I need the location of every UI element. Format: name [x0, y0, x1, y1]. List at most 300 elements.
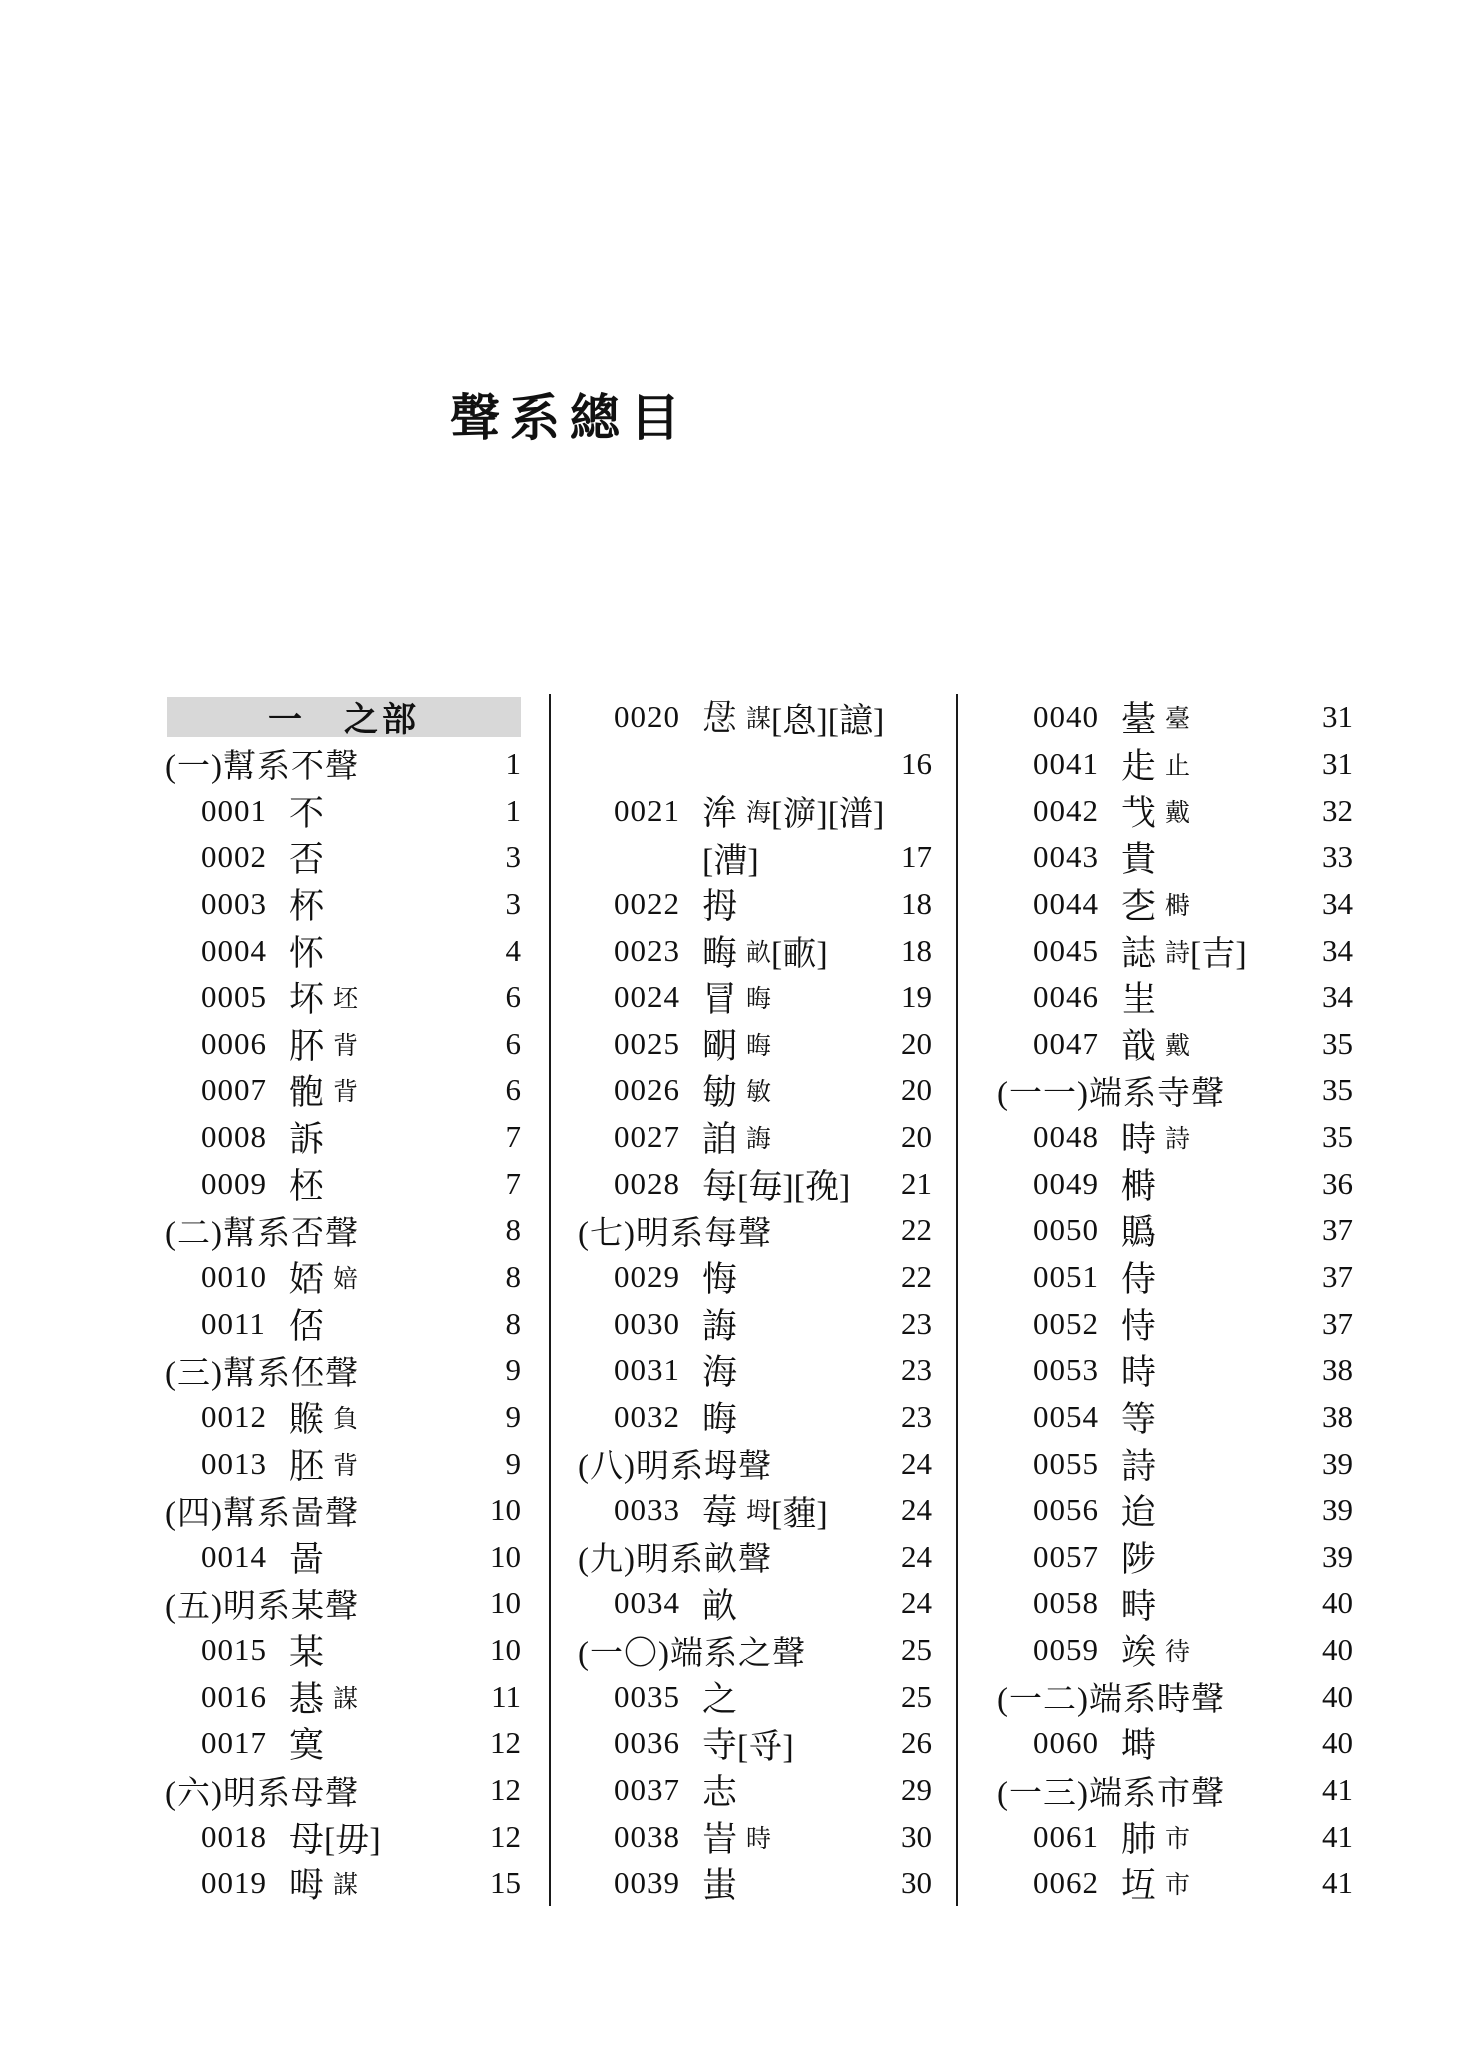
entry-line: [165, 1207, 527, 1254]
section-title: (四)幫系啚聲: [165, 1495, 359, 1532]
page-number: 10: [490, 1538, 521, 1574]
entry-line: [165, 1300, 527, 1347]
page-number: 6: [505, 1025, 521, 1061]
entry-head-char: 勄: [702, 1073, 738, 1113]
entry-head-char: 胚: [289, 1446, 325, 1486]
toc-entry-row: [997, 1627, 1359, 1674]
toc-entry-row: [997, 787, 1359, 834]
entry-gloss-char: 背: [333, 1032, 359, 1060]
entry-head-char: 䑓: [1121, 700, 1157, 740]
toc-column-3: [997, 694, 1359, 1907]
entry-line: [578, 694, 938, 741]
entry-gloss-char: 晦: [746, 1032, 772, 1060]
entry-head-char: 等: [1121, 1399, 1157, 1439]
part-header-row: [165, 694, 527, 741]
entry-number: 0031: [614, 1352, 680, 1388]
entry-number: 0033: [614, 1492, 680, 1528]
page-number: 24: [901, 1492, 932, 1528]
entry-head-char: 侍: [1121, 1260, 1157, 1300]
toc-entry-row: [997, 1860, 1359, 1907]
toc-entry-row: [165, 1254, 527, 1301]
entry-line: [578, 1067, 938, 1114]
entry-number: 0046: [1033, 979, 1099, 1015]
toc-entry-row: [578, 1254, 938, 1301]
section-title: (五)明系某聲: [165, 1589, 359, 1625]
entry-number: 0036: [614, 1725, 680, 1761]
toc-entry-row: [578, 1813, 938, 1860]
toc-entry-row: [165, 1720, 527, 1767]
page-number: 17: [901, 839, 932, 875]
toc-entry-row: [578, 1067, 938, 1114]
toc-entry-row: [578, 881, 938, 928]
entry-gloss-char: 負: [333, 1405, 359, 1433]
entry-line: [578, 1720, 938, 1767]
entry-number: 0018: [201, 1818, 267, 1854]
toc-entry-row: [997, 1813, 1359, 1860]
toc-section-row: [165, 741, 527, 788]
page-number: 11: [491, 1678, 521, 1714]
entry-line: [578, 741, 938, 788]
page-number: 36: [1322, 1165, 1353, 1201]
section-title: (二)幫系否聲: [165, 1215, 359, 1252]
entry-variant-char: [薶]: [771, 1495, 828, 1533]
toc-section-row: [165, 1487, 527, 1534]
entry-head-char: 詩: [1121, 1446, 1157, 1486]
entry-line: [578, 1813, 938, 1860]
toc-entry-row: [578, 694, 938, 741]
entry-head-char: 洠: [702, 793, 738, 833]
page-number: 16: [901, 745, 932, 781]
entry-line: [997, 974, 1359, 1021]
page-number: 38: [1322, 1398, 1353, 1434]
section-title: (九)明系畝聲: [578, 1542, 772, 1579]
entry-gloss-char: 畝: [746, 939, 772, 967]
page-number: 30: [901, 1865, 932, 1901]
entry-line: [165, 1440, 527, 1487]
toc-column-1: [165, 694, 527, 1907]
entry-number: 0052: [1033, 1305, 1099, 1341]
entry-number: 0028: [614, 1165, 680, 1201]
entry-line: [165, 1580, 527, 1627]
entry-number: 0056: [1033, 1492, 1099, 1528]
page-number: 19: [901, 979, 932, 1015]
entry-line: [165, 1114, 527, 1161]
entry-line: [578, 1394, 938, 1441]
entry-line: [165, 1720, 527, 1767]
toc-section-row: [165, 1580, 527, 1627]
entry-head-char: 寺: [702, 1726, 738, 1766]
toc-section-row: [578, 1207, 938, 1254]
toc-entry-row: [578, 1160, 938, 1207]
entry-head-char: 畮: [702, 933, 738, 973]
page-number: 12: [490, 1772, 521, 1808]
page-number: 34: [1322, 979, 1353, 1015]
entry-head-char: 誌: [1121, 933, 1157, 973]
page-number: 24: [901, 1445, 932, 1481]
entry-variant-char: [㴑]: [771, 796, 828, 834]
page-number: 39: [1322, 1538, 1353, 1574]
toc-entry-row: [165, 1160, 527, 1207]
page-number: 23: [901, 1352, 932, 1388]
toc-entry-row: [165, 1114, 527, 1161]
entry-head-char: 寞: [289, 1726, 325, 1766]
entry-head-char: 朰: [1121, 886, 1157, 926]
entry-line: [997, 1487, 1359, 1534]
entry-head-char: 俖: [289, 1306, 325, 1346]
entry-line: [165, 787, 527, 834]
entry-line: [165, 1487, 527, 1534]
entry-gloss-char: 謀: [746, 706, 772, 734]
entry-line: [165, 1347, 527, 1394]
page-number: 1: [505, 745, 521, 781]
toc-entry-row: [997, 741, 1359, 788]
entry-head-char: 坘: [1121, 1866, 1157, 1906]
entry-head-char: 榯: [1121, 1166, 1157, 1206]
entry-number: 0041: [1033, 745, 1099, 781]
entry-head-char: 母: [289, 1819, 325, 1859]
page-number: 35: [1322, 1119, 1353, 1155]
toc-entry-row: [165, 1673, 527, 1720]
entry-head-char: 悔: [702, 1260, 738, 1300]
page-number: 12: [490, 1818, 521, 1854]
page-number: 35: [1322, 1025, 1353, 1061]
entry-head-char: 海: [702, 1353, 738, 1393]
entry-line: [997, 1300, 1359, 1347]
entry-number: 0058: [1033, 1585, 1099, 1621]
page-number: 10: [490, 1585, 521, 1621]
entry-line: [997, 1860, 1359, 1907]
section-title: (一一)端系寺聲: [997, 1075, 1225, 1112]
entry-head-char: 時: [1121, 1353, 1157, 1393]
toc-entry-row: [997, 1720, 1359, 1767]
entry-head-char: 之: [702, 1679, 738, 1719]
entry-number: 0055: [1033, 1445, 1099, 1481]
toc-section-row: [165, 1207, 527, 1254]
entry-gloss-char: 坶: [746, 1499, 772, 1527]
entry-number: 0039: [614, 1865, 680, 1901]
entry-number: 0002: [201, 839, 267, 875]
entry-gloss-char: 戴: [1165, 799, 1191, 827]
entry-line: [578, 1347, 938, 1394]
entry-head-char: 呣: [289, 1866, 325, 1906]
toc-entry-row: [997, 1160, 1359, 1207]
entry-line: [997, 1627, 1359, 1674]
entry-head-char: 每: [702, 1166, 738, 1206]
entry-head-char: 恃: [1121, 1306, 1157, 1346]
toc-entry-row: [997, 881, 1359, 928]
entry-number: 0006: [201, 1025, 267, 1061]
entry-number: 0024: [614, 979, 680, 1015]
page-title: 聲系總目: [450, 390, 690, 446]
entry-number: 0049: [1033, 1165, 1099, 1201]
entry-line: [997, 1673, 1359, 1720]
entry-variant-char: [㝃]: [793, 1169, 851, 1207]
page-number: 31: [1322, 745, 1353, 781]
entry-number: 0032: [614, 1398, 680, 1434]
page-number: 24: [901, 1585, 932, 1621]
entry-head-char: 𢘓: [702, 698, 738, 738]
page-number: 21: [901, 1165, 932, 1201]
entry-number: 0011: [201, 1305, 266, 1341]
toc-entry-row: [997, 1207, 1359, 1254]
toc-entry-row: [165, 1394, 527, 1441]
entry-head-char: 晦: [702, 1399, 738, 1439]
entry-line: [165, 741, 527, 788]
page-number: 38: [1322, 1352, 1353, 1388]
entry-line: [578, 1860, 938, 1907]
entry-number: 0005: [201, 979, 267, 1015]
entry-head-char: 拇: [702, 886, 738, 926]
page-number: 6: [505, 1072, 521, 1108]
entry-line: [165, 1627, 527, 1674]
entry-line: [165, 974, 527, 1021]
entry-number: 0003: [201, 885, 267, 921]
toc-entry-row: [165, 1067, 527, 1114]
entry-number: 0053: [1033, 1352, 1099, 1388]
entry-number: 0040: [1033, 699, 1099, 735]
toc-entry-row: [997, 1347, 1359, 1394]
entry-line: [997, 1534, 1359, 1581]
entry-gloss-char: 戴: [1165, 1032, 1191, 1060]
page-number: 15: [490, 1865, 521, 1901]
entry-line: [165, 1860, 527, 1907]
entry-line: [578, 787, 938, 834]
entry-number: 0026: [614, 1072, 680, 1108]
entry-gloss-char: 時: [746, 1825, 772, 1853]
toc-section-row: [165, 1767, 527, 1814]
entry-line: [165, 834, 527, 881]
page-number: 41: [1322, 1818, 1353, 1854]
entry-line: [578, 1673, 938, 1720]
page-number: 40: [1322, 1585, 1353, 1621]
entry-line: [578, 1580, 938, 1627]
entry-number: 0038: [614, 1818, 680, 1854]
entry-number: 0042: [1033, 792, 1099, 828]
entry-line: [997, 1580, 1359, 1627]
page-number: 20: [901, 1119, 932, 1155]
page-number: 4: [505, 932, 521, 968]
entry-line: [997, 1394, 1359, 1441]
entry-head-char: 肧: [289, 1026, 325, 1066]
page-number: 3: [505, 885, 521, 921]
toc-entry-row: [578, 1860, 938, 1907]
entry-head-char: 時: [1121, 1120, 1157, 1160]
page-number: 8: [505, 1305, 521, 1341]
page-number: 20: [901, 1025, 932, 1061]
entry-variant-char: [潽]: [827, 796, 885, 834]
entry-head-char: 蚩: [702, 1866, 738, 1906]
entry-line: [997, 1114, 1359, 1161]
page-number: 41: [1322, 1772, 1353, 1808]
toc-entry-row: [165, 787, 527, 834]
entry-head-char: 否: [289, 840, 325, 880]
entry-line: [578, 1300, 938, 1347]
entry-number: 0047: [1033, 1025, 1099, 1061]
page-number: 40: [1322, 1725, 1353, 1761]
entry-line: [165, 1767, 527, 1814]
section-title: (一三)端系市聲: [997, 1775, 1225, 1812]
entry-number: 0043: [1033, 839, 1099, 875]
entry-line: [165, 1673, 527, 1720]
toc-section-row: [997, 1067, 1359, 1114]
entry-gloss-char: 詩: [1165, 939, 1191, 967]
toc-entry-row: [578, 1394, 938, 1441]
entry-line: [165, 1160, 527, 1207]
entry-head-char: 誨: [702, 1306, 738, 1346]
entry-head-char: 不: [289, 793, 325, 833]
entry-number: 0029: [614, 1259, 680, 1294]
page-number: 10: [490, 1492, 521, 1528]
entry-number: 0030: [614, 1305, 680, 1341]
entry-line: [997, 1767, 1359, 1814]
page-number: 26: [901, 1725, 932, 1761]
entry-number: 0051: [1033, 1259, 1099, 1294]
entry-head-char: 戠: [1121, 1026, 1157, 1066]
entry-number: 0037: [614, 1772, 680, 1808]
entry-line: [997, 1160, 1359, 1207]
entry-number: 0008: [201, 1119, 267, 1155]
entry-number: 0054: [1033, 1398, 1099, 1434]
entry-number: 0022: [614, 885, 680, 921]
entry-line: [578, 1534, 938, 1581]
entry-line: [578, 1254, 938, 1301]
entry-number: 0019: [201, 1865, 267, 1901]
toc-entry-row: [165, 1627, 527, 1674]
entry-head-char: 柸: [289, 1166, 325, 1206]
toc-section-row: [578, 1627, 938, 1674]
entry-variant-char: [恖]: [771, 702, 828, 740]
entry-gloss-char: 海: [746, 799, 772, 827]
toc-entry-row: [578, 741, 938, 788]
entry-variant-char: [毎]: [737, 1169, 794, 1207]
entry-line: [578, 974, 938, 1021]
toc-section-row: [997, 1767, 1359, 1814]
page-number: 3: [505, 839, 521, 875]
page-number: 25: [901, 1678, 932, 1714]
entry-head-char: 啚: [289, 1539, 325, 1579]
entry-line: [997, 1020, 1359, 1067]
section-title: (三)幫系伾聲: [165, 1355, 359, 1392]
toc-entry-row: [578, 927, 938, 974]
page-number: 40: [1322, 1678, 1353, 1714]
entry-number: 0025: [614, 1025, 680, 1061]
toc-section-row: [997, 1673, 1359, 1720]
toc-entry-row: [578, 974, 938, 1021]
page-number: 10: [490, 1632, 521, 1668]
page-number: 8: [505, 1212, 521, 1248]
page-number: 37: [1322, 1259, 1353, 1294]
entry-variant-char: [畞]: [771, 936, 828, 974]
toc-entry-row: [997, 694, 1359, 741]
entry-head-char: 坏: [289, 980, 325, 1020]
entry-variant-char: [寽]: [737, 1728, 794, 1766]
entry-gloss-char: 市: [1165, 1872, 1191, 1900]
section-title: (六)明系母聲: [165, 1775, 359, 1812]
entry-line: [165, 1813, 527, 1860]
page-number: 39: [1322, 1492, 1353, 1528]
section-title: (七)明系每聲: [578, 1215, 772, 1252]
entry-number: 0062: [1033, 1865, 1099, 1901]
entry-gloss-char: 詩: [1165, 1126, 1191, 1154]
entry-head-char: 肺: [1121, 1819, 1157, 1859]
entry-head-char: 怀: [289, 933, 325, 973]
page-number: 25: [901, 1632, 932, 1668]
page-number: 34: [1322, 932, 1353, 968]
entry-head-char: 朙: [702, 1026, 738, 1066]
page-number: 23: [901, 1398, 932, 1434]
entry-number: 0035: [614, 1678, 680, 1714]
page-number: 32: [1322, 792, 1353, 828]
entry-line: [997, 1813, 1359, 1860]
entry-line: [997, 1440, 1359, 1487]
section-title: (八)明系坶聲: [578, 1449, 772, 1486]
toc-entry-row: [997, 1394, 1359, 1441]
entry-number: 0045: [1033, 932, 1099, 968]
toc-entry-row: [997, 1254, 1359, 1301]
toc-entry-row: [165, 834, 527, 881]
page-number: 22: [901, 1212, 932, 1248]
entry-line: [165, 927, 527, 974]
toc-entry-row: [997, 834, 1359, 881]
entry-line: [578, 927, 938, 974]
entry-number: 0021: [614, 792, 680, 828]
entry-number: 0012: [201, 1398, 267, 1434]
column-divider: [549, 694, 551, 1906]
entry-number: 0060: [1033, 1725, 1099, 1761]
toc-entry-row: [997, 1534, 1359, 1581]
section-title: (一〇)端系之聲: [578, 1635, 806, 1672]
section-title: (一)幫系不聲: [165, 749, 359, 786]
toc-entry-row: [997, 1020, 1359, 1067]
column-divider: [956, 694, 958, 1906]
entry-gloss-char: 市: [1165, 1825, 1191, 1853]
entry-line: [578, 1207, 938, 1254]
entry-number: 0009: [201, 1165, 267, 1201]
entry-number: 0023: [614, 932, 680, 968]
entry-line: [578, 1627, 938, 1674]
entry-head-char: 娝: [289, 1260, 325, 1300]
entry-number: 0004: [201, 932, 267, 968]
page-number: 34: [1322, 885, 1353, 921]
page-number: 1: [505, 792, 521, 828]
entry-gloss-char: 謀: [333, 1685, 359, 1713]
page-number: 9: [505, 1352, 521, 1388]
entry-gloss-char: 婄: [333, 1266, 359, 1293]
entry-number: 0013: [201, 1445, 267, 1481]
entry-head-char: 歨: [1121, 746, 1157, 786]
toc-column-2: [578, 694, 938, 1907]
toc-entry-row: [165, 881, 527, 928]
toc-entry-row: [997, 927, 1359, 974]
entry-variant-char: [譩]: [827, 702, 885, 740]
entry-variant-char: [漕]: [702, 842, 759, 880]
toc-entry-row: [578, 1767, 938, 1814]
entry-head-char: 冒: [702, 980, 738, 1020]
entry-line: [578, 1160, 938, 1207]
entry-number: 0059: [1033, 1632, 1099, 1668]
entry-head-char: 志: [702, 1773, 738, 1813]
entry-line: [997, 834, 1359, 881]
page-number: 23: [901, 1305, 932, 1341]
page-number: 24: [901, 1538, 932, 1574]
entry-gloss-char: 坯: [333, 986, 359, 1014]
toc-entry-row: [578, 834, 938, 881]
entry-head-char: 詯: [702, 1120, 738, 1160]
page-number: 30: [901, 1818, 932, 1854]
page-number: 33: [1322, 839, 1353, 875]
page-number: 29: [901, 1772, 932, 1808]
entry-number: 0027: [614, 1119, 680, 1155]
